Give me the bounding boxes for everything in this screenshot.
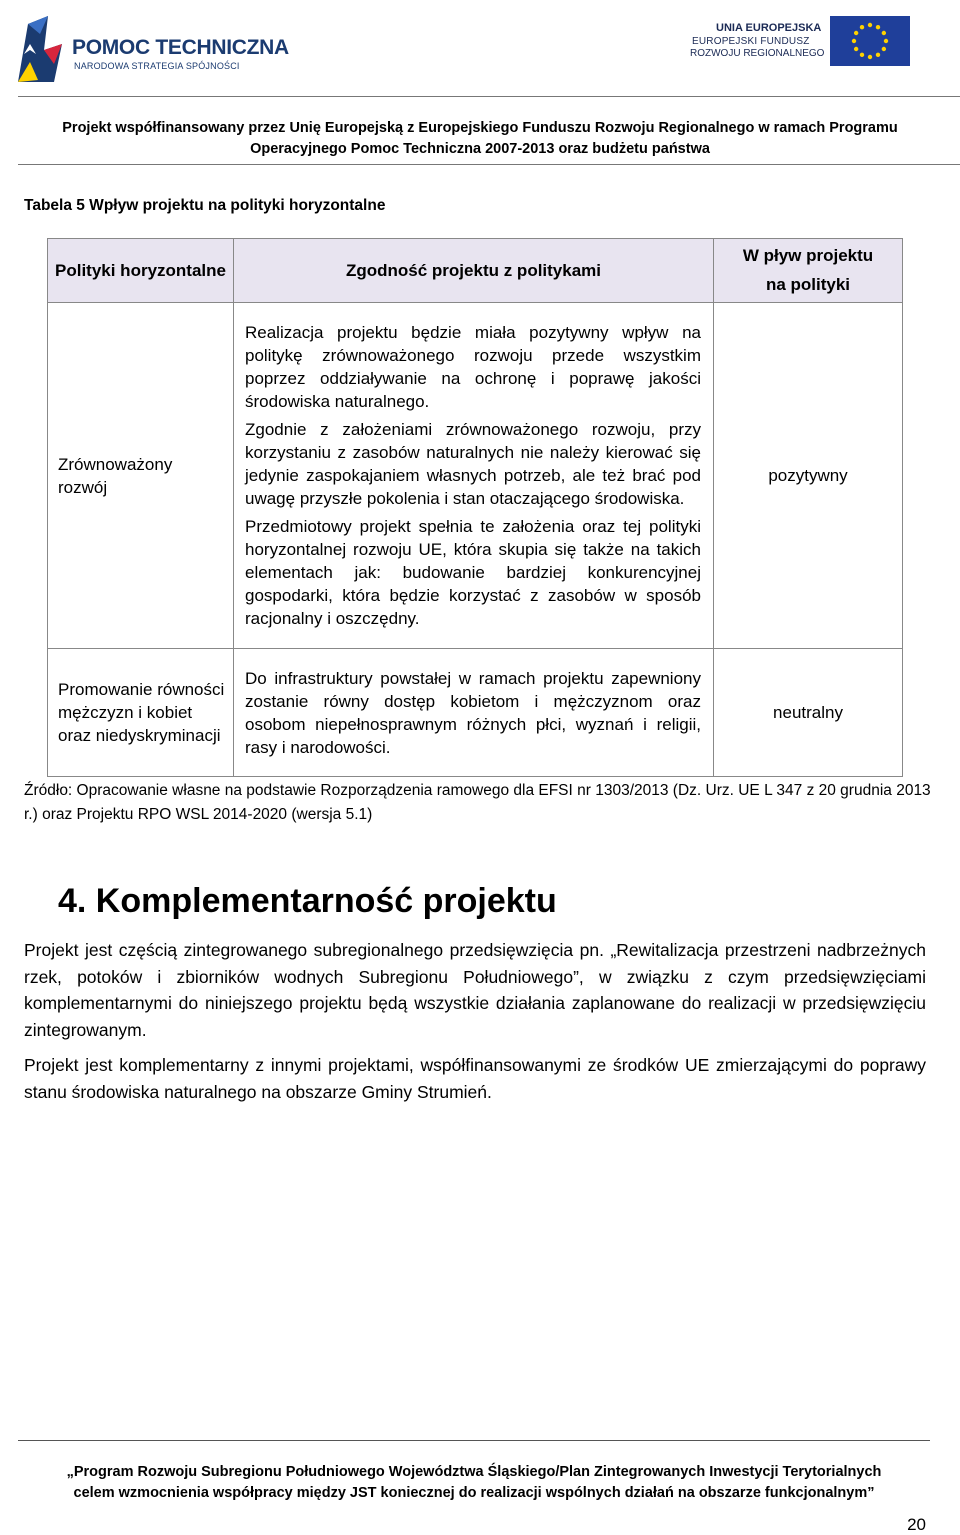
eu-star-icon [854,31,858,35]
row-description [234,649,714,777]
row-description [234,303,714,649]
row-paragraph: Realizacja projektu będzie miała pozytywny wpływ na politykę zrównoważonego rozwoju przede wszystkim poprzez oddziaływanie na ochronę i poprawę jakości środowiska naturalnego. [245,323,701,411]
header-impact [714,239,903,303]
logo-name: POMOC TECHNICZNA [72,36,289,59]
page-number: 20 [907,1515,926,1534]
eu-star-icon [882,47,886,51]
eu-star-icon [868,55,872,59]
footer-line-1: „Program Rozwoju Subregionu Południowego Województwa Śląskiego/Plan Zintegrowanych Inwestycji Terytorialnych [66,1464,882,1480]
pomoc-techniczna-emblem-icon [14,14,68,86]
funding-rule [18,164,960,165]
eu-logo [688,14,912,70]
eu-logo-line2: EUROPEJSKI FUNDUSZ [692,36,810,47]
eu-star-icon [876,25,880,29]
eu-star-icon [860,53,864,57]
body-paragraph: Projekt jest komplementarny z innymi projektami, współfinansowanymi ze środków UE zmierzającymi do poprawy stanu środowiska naturalnego na obszarze Gminy Strumień. [24,1055,926,1102]
eu-star-icon [860,25,864,29]
eu-flag-icon [830,16,910,66]
header-rule [18,96,960,97]
row-paragraph: Do infrastruktury powstałej w ramach projektu zapewniony zostanie równy dostęp kobietom i mężczyznom oraz osobom niepełnosprawnym różnych płci, wyznań i religii, rasy i narodowości. [245,668,701,757]
header-impact-line1: W pływ projektu [742,246,874,265]
funding-line-1: Projekt współfinansowany przez Unię Europejską z Europejskiego Funduszu Rozwoju Regionalnego w ramach Programu [62,120,898,136]
table-row [48,303,903,649]
row-impact: neutralny [714,649,903,777]
eu-star-icon [882,31,886,35]
funding-statement [18,118,942,160]
row-paragraph: Przedmiotowy projekt spełnia te założenia oraz tej polityki horyzontalnej rozwoju UE, która skupia się także na takich elementach jak: budowanie bardziej konkurencyjnej gospodarki, która będzie korzystać z zasobów w sposób racjonalny i oszczędny. [245,517,701,628]
eu-star-icon [854,47,858,51]
row-paragraph: Zgodnie z założeniami zrównoważonego rozwoju, przy korzystaniu z zasobów naturalnych nie należy kierować się jedynie zaspokajaniem własnych potrzeb, ale też brać pod uwagę przyszłe pokolenia i stan otaczającego środowiska. [245,420,701,508]
eu-logo-line3: ROZWOJU REGIONALNEGO [690,48,825,59]
table-header-row [48,239,903,303]
eu-logo-line1: UNIA EUROPEJSKA [716,22,822,34]
body-paragraph: Projekt jest częścią zintegrowanego subregionalnego przedsięwzięcia pn. „Rewitalizacja przestrzeni nadbrzeżnych rzek, potoków i zbiorników wodnych Subregionu Południowego”, w związku z czym przedsięwzięciami komplementarnymi do niniejszego projektu będą wszystkie działania zaplanowane do realizacji w przedsięwzięciu zintegrowanym. [24,940,926,1040]
header-compliance: Zgodność projektu z politykami [234,239,714,303]
logo-subtitle: NARODOWA STRATEGIA SPÓJNOŚCI [74,61,240,71]
eu-star-icon [876,53,880,57]
row-policy: Promowanie równości mężczyzn i kobiet oraz niedyskryminacji [48,649,234,777]
footer-line-2: celem wzmocnienia współpracy między JST koniecznej do realizacji wspólnych działań na obszarze funkcjonalnym” [73,1485,875,1501]
page-footer [18,1462,930,1504]
row-impact: pozytywny [714,303,903,649]
eu-star-icon [868,23,872,27]
table-caption: Tabela 5 Wpływ projektu na polityki horyzontalne [24,197,386,214]
funding-line-2: Operacyjnego Pomoc Techniczna 2007-2013 oraz budżetu państwa [250,141,710,157]
table-source: Źródło: Opracowanie własne na podstawie Rozporządzenia ramowego dla EFSI nr 1303/2013 (Dz. Urz. UE L 347 z 20 grudnia 2013 r.) oraz Projektu RPO WSL 2014-2020 (wersja 5.1) [24,782,931,823]
pomoc-techniczna-logo [14,14,289,86]
header-impact-line2: na polityki [765,275,851,294]
footer-rule [18,1440,930,1441]
table-row [48,649,903,777]
row-policy: Zrównoważony rozwój [48,303,234,649]
eu-star-icon [852,39,856,43]
policy-table [47,238,903,777]
eu-star-icon [884,39,888,43]
section-title: 4. Komplementarność projektu [58,882,557,920]
header-policy: Polityki horyzontalne [48,239,234,303]
